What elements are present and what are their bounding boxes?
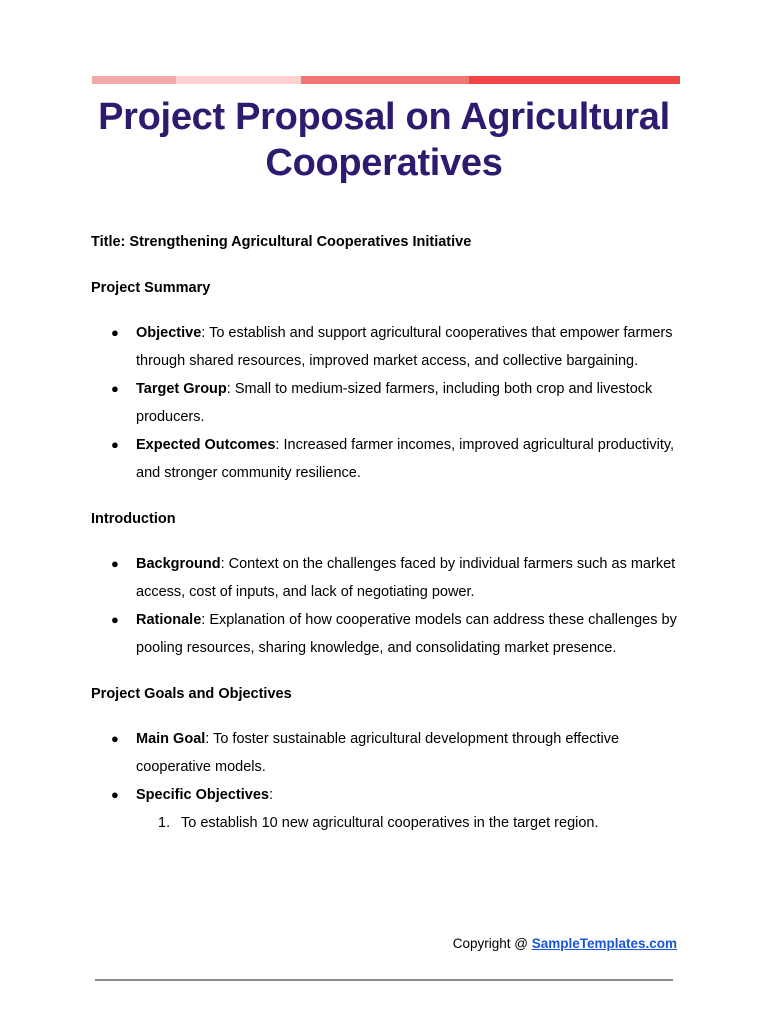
copyright-footer <box>453 934 677 954</box>
accent-bar-segment <box>92 76 176 84</box>
item-label: Background <box>136 556 221 572</box>
list-number: 1. <box>158 815 171 831</box>
document-subtitle: Title: Strengthening Agricultural Cooperatives Initiative <box>91 234 472 250</box>
bullet-list <box>91 550 691 662</box>
item-label: Main Goal <box>136 731 206 747</box>
page-title: Project Proposal on Agricultural Cooperatives <box>98 96 670 184</box>
copyright-prefix: Copyright @ <box>452 936 532 951</box>
item-label: Target Group <box>136 381 227 397</box>
list-item <box>91 606 691 662</box>
list-item <box>91 319 691 375</box>
accent-bar-segment <box>176 76 301 84</box>
bullet-icon: ● <box>111 381 119 396</box>
section-heading-project-summary: Project Summary <box>91 280 211 296</box>
bullet-icon: ● <box>111 612 119 627</box>
list-item <box>91 725 691 781</box>
bullet-list <box>91 725 691 809</box>
item-text: : To establish and support agricultural cooperatives that empower farmers through shared resources, improved market access, and collective bargaining. <box>136 325 673 369</box>
bullet-icon: ● <box>111 556 119 571</box>
bullet-icon: ● <box>111 325 119 340</box>
item-text: : Context on the challenges faced by individual farmers such as market access, cost of inputs, and lack of negotiating power. <box>136 556 676 600</box>
bullet-icon: ● <box>111 787 119 802</box>
footer-divider <box>95 979 673 981</box>
item-text: To establish 10 new agricultural cooperatives in the target region. <box>181 815 599 831</box>
section-heading-introduction: Introduction <box>91 511 176 527</box>
bullet-icon: ● <box>111 731 119 746</box>
item-text: : To foster sustainable agricultural development through effective cooperative models. <box>136 731 620 775</box>
item-label: Objective <box>136 325 202 341</box>
section-spacer <box>91 662 691 682</box>
accent-bar-segment <box>469 76 680 84</box>
item-text: : Increased farmer incomes, improved agricultural productivity, and stronger community resilience. <box>136 437 675 481</box>
accent-bar-segment <box>301 76 469 84</box>
item-text: : Small to medium-sized farmers, including both crop and livestock producers. <box>136 381 653 425</box>
item-label: Specific Objectives <box>136 787 269 803</box>
sample-templates-link[interactable]: SampleTemplates.com <box>531 936 677 951</box>
item-text: : <box>268 787 274 803</box>
numbered-list <box>91 809 691 837</box>
item-text: : Explanation of how cooperative models can address these challenges by pooling resources, sharing knowledge, and consolidating market presence. <box>136 612 677 656</box>
document-body <box>91 230 691 837</box>
list-item <box>91 431 691 487</box>
bullet-icon: ● <box>111 437 119 452</box>
title-accent-bar <box>92 76 680 84</box>
section-spacer <box>91 487 691 507</box>
section-heading-goals-objectives: Project Goals and Objectives <box>91 686 292 702</box>
list-item <box>91 781 691 809</box>
list-item <box>91 550 691 606</box>
item-label: Expected Outcomes <box>136 437 276 453</box>
numbered-list-item <box>91 809 691 837</box>
item-label: Rationale <box>136 612 202 628</box>
bullet-list <box>91 319 691 487</box>
list-item <box>91 375 691 431</box>
